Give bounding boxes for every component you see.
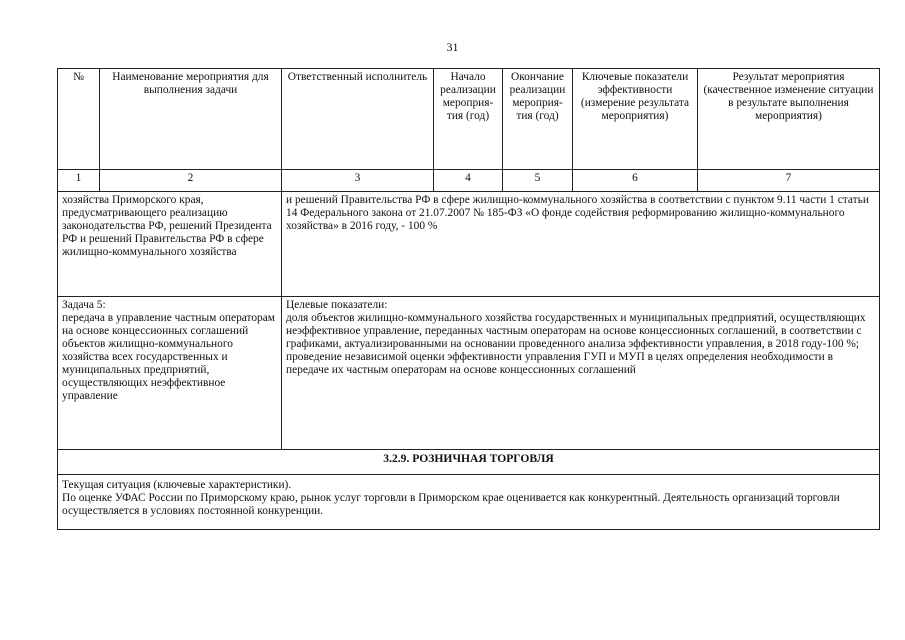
header-start-year: Начало реализации мероприя-тия (год): [434, 69, 503, 170]
continuation-indicators: и решений Правительства РФ в сфере жилищно-коммунального хозяйства в соответствии с пунктом 9.11 части 1 статьи 14 Федерального закона от 21.07.2007 № 185-ФЗ «О фонде содействия реформированию жилищно-коммунального хозяйства» в 2016 году, - 100 %: [282, 192, 880, 297]
table-row-task-5: [58, 297, 880, 450]
header-number: №: [58, 69, 100, 170]
section-text-row: [58, 475, 880, 530]
section-title: 3.2.9. РОЗНИЧНАЯ ТОРГОВЛЯ: [58, 450, 880, 475]
header-end-year: Окончание реализации мероприя-тия (год): [503, 69, 573, 170]
column-number: 2: [100, 170, 282, 192]
column-number: 4: [434, 170, 503, 192]
column-numbers-row: [58, 170, 880, 192]
page-number: 31: [446, 40, 459, 54]
section-title-row: [58, 450, 880, 475]
indicator-2: проведение независимой оценки эффективности управления ГУП и МУП в целях определения необходимости в передаче их частным операторам на основе концессионных соглашений: [286, 351, 833, 376]
section-text-line-2: По оценке УФАС России по Приморскому краю, рынок услуг торговли в Приморском крае оценивается как конкурентный. Деятельность организаций торговли осуществляется в условиях постоянной конкуренции.: [62, 492, 840, 517]
measures-table: [57, 68, 880, 530]
task-5-cell: [58, 297, 282, 450]
indicator-1: доля объектов жилищно-коммунального хозяйства государственных и муниципальных предприятий, осуществляющих неэффективное управление, переданных частным операторам на основе концессионных соглашений, в соответствии с графиками, актуализированными на основании проведенного анализа эффективности управления, в 2018 году-100 %;: [286, 312, 866, 350]
header-task-name: Наименование мероприятия для выполнения задачи: [100, 69, 282, 170]
task-5-indicators-cell: [282, 297, 880, 450]
continuation-task-name: хозяйства Приморского края, предусматривающего реализацию законодательства РФ, решений Президента РФ и решений Правительства РФ в сфере жилищно-коммунального хозяйства: [58, 192, 282, 297]
indicators-title: Целевые показатели:: [286, 299, 388, 311]
header-row: [58, 69, 880, 170]
table-row-continuation: [58, 192, 880, 297]
header-kpi: Ключевые показатели эффективности (измерение результата мероприятия): [573, 69, 698, 170]
column-number: 7: [698, 170, 880, 192]
column-number: 1: [58, 170, 100, 192]
task-5-name: передача в управление частным операторам на основе концессионных соглашений объектов жилищно-коммунального хозяйства всех государственных и муниципальных предприятий, осуществляющих неэффективное управление: [62, 312, 276, 402]
column-number: 3: [282, 170, 434, 192]
header-result: Результат мероприятия (качественное изменение ситуации в результате выполнения мероприятия): [698, 69, 880, 170]
section-text-cell: [58, 475, 880, 530]
column-number: 5: [503, 170, 573, 192]
task-5-label: Задача 5:: [62, 299, 106, 311]
section-text-line-1: Текущая ситуация (ключевые характеристики).: [62, 479, 292, 491]
header-responsible: Ответственный исполнитель: [282, 69, 434, 170]
column-number: 6: [573, 170, 698, 192]
